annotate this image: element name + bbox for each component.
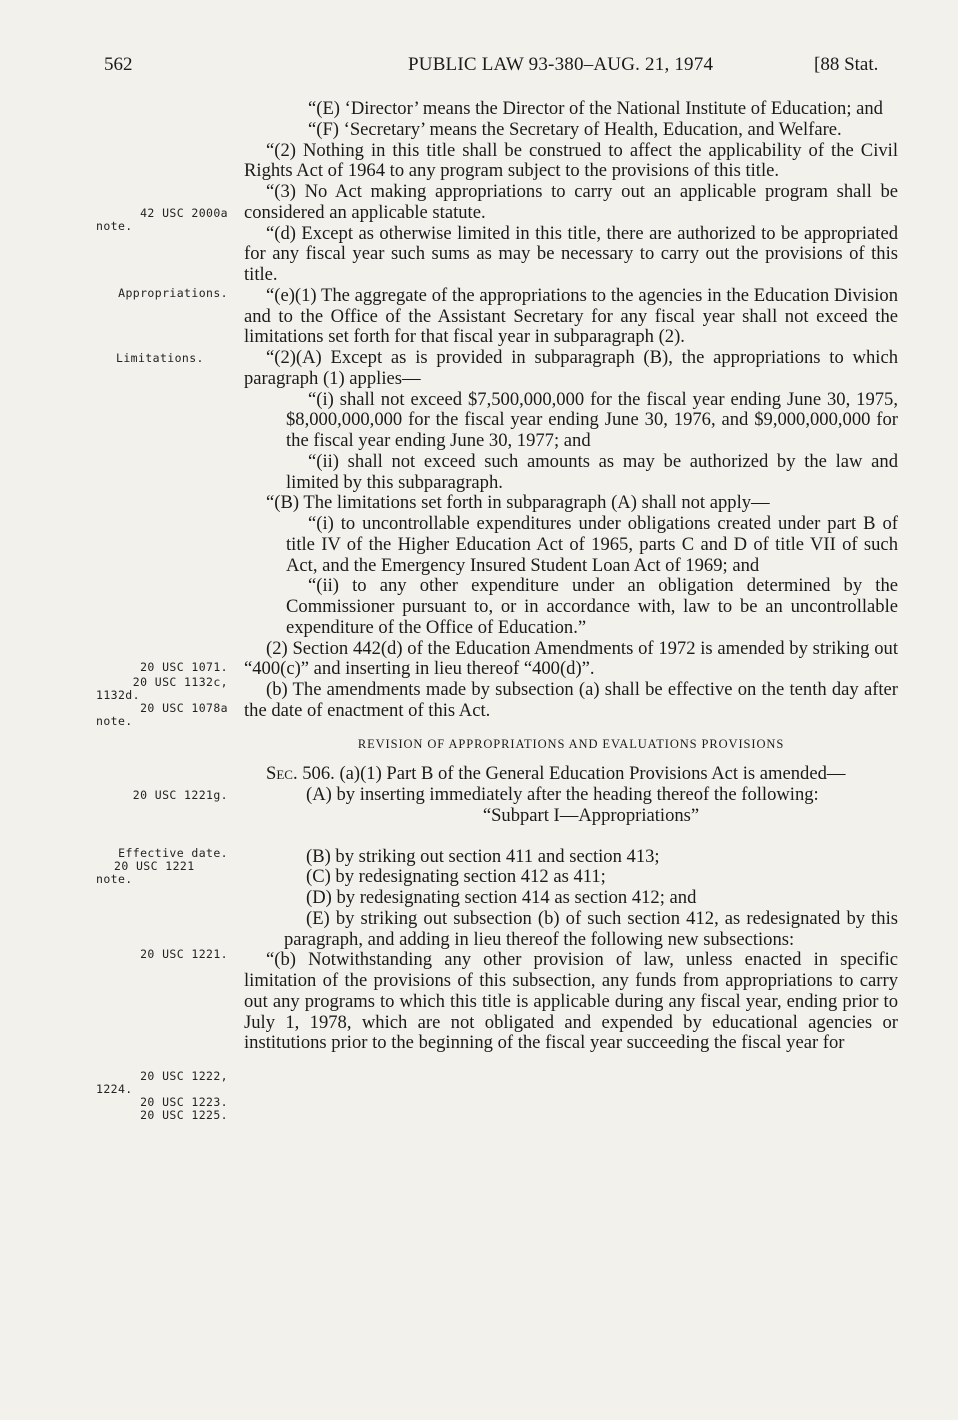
clause-ii-limits: “(ii) shall not exceed such amounts as may be authorized by the law and limited by this subparagraph. — [286, 450, 898, 493]
section-heading: REVISION OF APPROPRIATIONS AND EVALUATIONS PROVISIONS — [357, 736, 785, 751]
margin-note-20-usc-1222: 20 USC 1222, 1224. 20 USC 1223. 20 USC 1225. — [96, 1069, 228, 1122]
subparagraph-b: “(B) The limitations set forth in subparagraph (A) shall not apply— — [266, 492, 770, 514]
body-text — [244, 99, 898, 1054]
section-506: Sec. 506. (a)(1) Part B of the General Education Provisions Act is amended— — [266, 763, 846, 785]
margin-note-20-usc-1071: 20 USC 1071. 20 USC 1132c, 1132d. 20 USC 1078a note. — [96, 660, 228, 728]
paragraph-2-section-442d: (2) Section 442(d) of the Education Amendments of 1972 is amended by striking out “400(c)” and inserting in lieu thereof “400(d)”. — [244, 637, 898, 680]
subsection-b-effective: (b) The amendments made by subsection (a) shall be effective on the tenth day after the date of enactment of this Act. — [244, 679, 898, 721]
clause-ii-uncontrollable: “(ii) to any other expenditure under an obligation determined by the Commissioner pursuant to, or in accordance with, law to be an uncontrollable expenditure of the Office of Education.” — [286, 575, 898, 638]
section-number: Sec. 506. — [266, 763, 335, 785]
subsection-b-notwithstanding: “(b) Notwithstanding any other provision of law, unless enacted in specific limitation of the provisions of this subsection, any funds from appropriations to carry out any programs to which this title is applicable during any fiscal year, ending prior to July 1, 1978, which are not obligated and expended by educational agencies or institutions prior to the beginning of the fiscal year succeeding the fiscal year for — [244, 949, 898, 1054]
margin-note-20-usc-1221: 20 USC 1221. — [140, 947, 228, 961]
clause-f-secretary: “(F) ‘Secretary’ means the Secretary of Health, Education, and Welfare. — [308, 118, 842, 140]
margin-note-42-usc-2000a: 42 USC 2000a note. — [96, 206, 228, 233]
page-header — [0, 54, 958, 80]
clause-i-limits: “(i) shall not exceed $7,500,000,000 for the fiscal year ending June 30, 1975, $8,000,000,000 for the fiscal year ending June 30, 1976, and $9,000,000,000 for the fiscal year ending June 30, 1977; and — [286, 388, 898, 451]
subsection-e1-aggregate: “(e)(1) The aggregate of the appropriations to the agencies in the Education Division and to the Office of the Assistant Secretary for any fiscal year shall not exceed the limitations set forth for that fiscal year in subparagraph (2). — [244, 284, 898, 348]
subparagraph-2a: “(2)(A) Except as is provided in subparagraph (B), the appropriations to which paragraph (1) applies— — [244, 347, 898, 389]
subpart-title: “Subpart I—Appropriations” — [482, 804, 700, 826]
margin-note-effective-date: Effective date. 20 USC 1221 note. — [96, 846, 228, 886]
item-a-inserting: (A) by inserting immediately after the heading thereof the following: — [306, 784, 819, 805]
margin-note-appropriations: Appropriations. — [118, 286, 228, 300]
clause-e-director: “(E) ‘Director’ means the Director of the National Institute of Education; and — [308, 98, 883, 119]
margin-note-20-usc-1221g: 20 USC 1221g. — [132, 788, 228, 802]
paragraph-2-civil-rights: “(2) Nothing in this title shall be construed to affect the applicability of the Civil Rights Act of 1964 to any program subject to the provisions of this title. — [244, 139, 898, 182]
margin-note-limitations: Limitations. — [116, 351, 204, 365]
item-b-striking: (B) by striking out section 411 and section 413; — [306, 845, 660, 867]
item-d-redesignating: (D) by redesignating section 414 as section 412; and — [306, 887, 697, 908]
running-title: PUBLIC LAW 93-380–AUG. 21, 1974 — [408, 54, 714, 75]
clause-i-uncontrollable: “(i) to uncontrollable expenditures under obligations created under part B of title IV of the Higher Education Act of 1965, parts C and D of title VII of such Act, and the Emergency Insured Student Loan Act of 1969; and — [286, 513, 898, 576]
paragraph-3-appropriations-act: “(3) No Act making appropriations to carry out an applicable program shall be considered an applicable statute. — [244, 181, 898, 223]
page-number: 562 — [104, 54, 133, 75]
item-e-striking: (E) by striking out subsection (b) of such section 412, as redesignated by this paragraph, and adding in lieu thereof the following new subsections: — [284, 907, 898, 950]
item-c-redesignating: (C) by redesignating section 412 as 411; — [306, 866, 606, 888]
statute-reference: [88 Stat. — [814, 54, 879, 75]
subsection-d-authorization: “(d) Except as otherwise limited in this title, there are authorized to be appropriated for any fiscal year such sums as may be necessary to carry out the provisions of this title. — [244, 222, 898, 285]
